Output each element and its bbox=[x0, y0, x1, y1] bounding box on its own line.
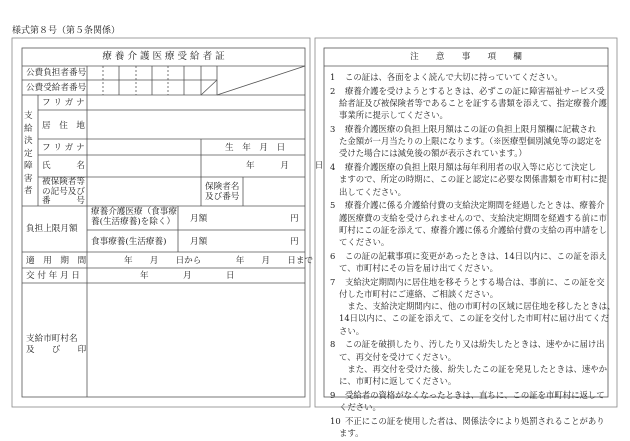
note-item bbox=[330, 389, 604, 413]
note-number: 3 bbox=[330, 124, 336, 134]
note-line: 町村にこの証を添えて、療養介護に係る介護給付費の支給の再申請をし bbox=[339, 224, 607, 235]
note-line: て、再交付を受けてください。 bbox=[339, 351, 457, 362]
note-first-line bbox=[330, 161, 604, 173]
burden-limit-label: 負担上限月額 bbox=[26, 224, 78, 234]
notes-list bbox=[330, 71, 616, 441]
note-text: 不正にこの証を使用した者は、関係法令により処罰されることがあり bbox=[345, 415, 605, 426]
note-line: ください。 bbox=[339, 402, 381, 413]
note-line: 14日以内に、この証を添えて、この証を交付した市町村に届け出てくだ bbox=[339, 313, 610, 324]
label-line: 支給市町村名 bbox=[26, 334, 78, 344]
note-line: た金額が一月当たりの上限になります。（※医療型個別減免等の認定を bbox=[339, 136, 603, 147]
label-char: 害 bbox=[24, 173, 33, 184]
note-number: 2 bbox=[330, 85, 336, 96]
note-text: 支給決定期間内に居住地を移そうとする場合は、事前に、この証を交 bbox=[345, 276, 605, 287]
label-char: 者 bbox=[24, 186, 33, 196]
note-line: ますので、所定の時期に、この証と認定に必要な関係書類を市町村に提 bbox=[339, 174, 607, 185]
municipality-label bbox=[26, 334, 86, 356]
note-first-line bbox=[330, 415, 604, 427]
notes-title: 注 意 事 項 欄 bbox=[410, 52, 522, 62]
note-first-line bbox=[330, 276, 604, 288]
burden-meal-label: 食事療養(生活療養) bbox=[91, 237, 167, 247]
note-line: また、再交付を受けた後、紛失したこの証を発見したときは、速やか bbox=[339, 363, 607, 374]
note-first-line bbox=[330, 123, 604, 135]
note-line: さい。 bbox=[339, 325, 365, 336]
address-label: 居 住 地 bbox=[42, 121, 85, 131]
label-char: 支 bbox=[24, 111, 33, 121]
note-line: ます。 bbox=[339, 428, 364, 439]
note-text: この証を破損したり、汚したり又は紛失したときは、速やかに届け出 bbox=[345, 339, 605, 350]
label-line: の記号及び bbox=[42, 186, 85, 197]
note-number: 5 bbox=[330, 200, 336, 211]
note-item bbox=[330, 415, 604, 439]
note-number: 6 bbox=[330, 250, 336, 261]
note-text: 受給者の資格がなくなったときは、直ちに、この証を市町村に返して bbox=[345, 389, 605, 400]
label-line: 及 び 印 bbox=[26, 345, 87, 355]
note-text: 療養介護医療の負担上限月額はこの証の負担上限月額欄に記載され bbox=[345, 124, 597, 134]
insured-label bbox=[42, 178, 85, 207]
note-first-line bbox=[330, 389, 604, 401]
note-item bbox=[330, 123, 604, 160]
note-text: 療養介護を受けようとするときは、必ずこの証に障害福祉サービス受 bbox=[345, 85, 605, 96]
note-item bbox=[330, 276, 616, 337]
period-value: 年 月 日から 年 月 日まで bbox=[124, 256, 314, 266]
note-number: 9 bbox=[330, 389, 336, 400]
yen-label-meal: 円 bbox=[290, 237, 299, 247]
note-line: 受けた場合には減免後の額が表示されています。） bbox=[339, 148, 527, 159]
birth-date-label: 生 年 月 日 bbox=[225, 143, 286, 153]
public-payer-number-label: 公費負担者番号 bbox=[26, 68, 87, 78]
note-item bbox=[330, 338, 607, 387]
form-number: 様式第８号（第５条関係） bbox=[12, 26, 121, 36]
note-line: 出してください。 bbox=[339, 186, 406, 197]
name-label: 氏 名 bbox=[42, 161, 85, 171]
furigana-label-address: フ リ ガ ナ bbox=[42, 98, 85, 108]
monthly-label-meal: 月額 bbox=[190, 237, 208, 247]
note-item bbox=[330, 250, 607, 274]
label-line: 保険者名 bbox=[205, 182, 240, 192]
note-text: 療養介護医療の負担上限月額は毎年利用者の収入等に応じて決定し bbox=[345, 162, 597, 173]
yen-label-medical: 円 bbox=[290, 214, 299, 224]
label-char: 給 bbox=[24, 123, 33, 134]
label-line: 療養介護医療（食事療 bbox=[91, 207, 177, 217]
note-line: 事業所に提示してください。 bbox=[339, 110, 448, 121]
note-line: 護医療費の支給を受けられませんので、支給決定期間を経過する前に市 bbox=[339, 212, 607, 223]
birth-date-value: 年 月 日 bbox=[246, 161, 324, 171]
label-char: 決 bbox=[24, 136, 33, 146]
note-item bbox=[330, 71, 604, 83]
note-line: に、市町村に返してください。 bbox=[339, 376, 457, 387]
label-char: 定 bbox=[24, 148, 33, 159]
label-char: 障 bbox=[24, 161, 33, 171]
note-number: 1 bbox=[330, 72, 336, 82]
label-line: 被保険者等 bbox=[42, 177, 85, 187]
note-number: 7 bbox=[330, 276, 336, 287]
note-line: 給者証及び被保険者等であることを証する書類を添えて、指定療養介護 bbox=[339, 98, 607, 108]
note-item bbox=[330, 161, 607, 198]
note-item bbox=[330, 199, 607, 248]
insurer-label bbox=[205, 182, 239, 202]
label-line: 養(生活療養)を除く） bbox=[91, 217, 176, 227]
label-line: 及び番号 bbox=[205, 192, 240, 202]
public-recipient-number-label: 公費受給者番号 bbox=[26, 83, 87, 93]
label-line: 番 号 bbox=[42, 196, 85, 206]
note-line: また、支給決定期間内に、他の市町村の区域に居住地を移したときは、 bbox=[339, 301, 616, 312]
furigana-label-name: フ リ ガ ナ bbox=[42, 143, 85, 153]
note-first-line bbox=[330, 338, 604, 350]
note-text: この証の記載事項に変更があったときは、14日以内に、この証を添え bbox=[345, 250, 607, 261]
note-first-line bbox=[330, 250, 607, 262]
note-line: て、市町村にその旨を届け出てください。 bbox=[339, 263, 498, 274]
note-text: 療養介護に係る介護給付費の支給決定期間を経過したときは、療養介 bbox=[345, 200, 605, 211]
period-label: 適 用 期 間 bbox=[26, 256, 87, 266]
note-line: 付した市町村にご連絡、ご相談ください。 bbox=[339, 289, 499, 300]
issue-date-value: 年 月 日 bbox=[140, 271, 235, 281]
note-number: 10 bbox=[330, 415, 341, 426]
note-number: 4 bbox=[330, 162, 336, 173]
note-number: 8 bbox=[330, 339, 336, 350]
note-first-line bbox=[330, 85, 604, 97]
burden-medical-label bbox=[91, 207, 177, 227]
issue-date-label: 交 付 年 月 日 bbox=[26, 271, 80, 281]
note-first-line bbox=[330, 71, 604, 83]
note-first-line bbox=[330, 199, 604, 211]
monthly-label-medical: 月額 bbox=[190, 214, 208, 224]
note-text: この証は、各面をよく読んで大切に持っていてください。 bbox=[345, 72, 563, 82]
note-line: てください。 bbox=[339, 237, 390, 248]
decision-group-label bbox=[24, 110, 36, 198]
certificate-title: 療 養 介 護 医 療 受 給 者 証 bbox=[102, 51, 225, 62]
note-item bbox=[330, 85, 607, 122]
